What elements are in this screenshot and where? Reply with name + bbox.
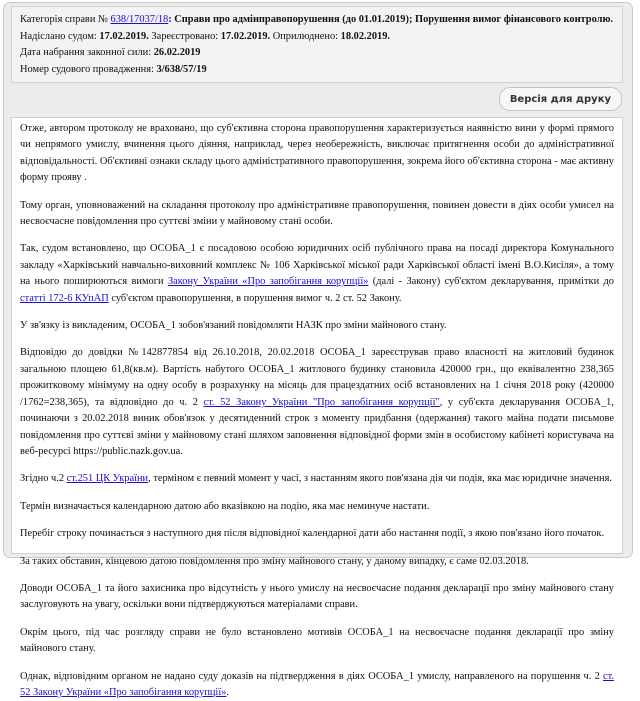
- paragraph: Термін визначається календарною датою або вказівкою на подію, яка має неминуче настати.: [20, 500, 430, 512]
- article-251-civil-code-link[interactable]: ст.251 ЦК України: [66, 473, 149, 485]
- paragraph: [20, 471, 614, 487]
- article-52-law-link[interactable]: ст. 52 Закону України "Про запобігання корупції": [203, 396, 440, 408]
- proceeding-value: 3/638/57/19: [156, 63, 207, 75]
- paragraph-text: Відповідю до довідки №142877854 від 26.10.2018, 20.02.2018 ОСОБА_1 зареєстрував право власності на житловий будинок загальною площею 61,8(кв.м). Вартість набутого ОСОБА_1 житлового будинку становила 420000 грн., що еквівалентно 238,365 прожитковому мінімуму на одну особу в розрахунку на місяць для працездатних осіб встановлених на 1 січня 2018 року (420000 /1762=238,365), та відповідно до ч. 2: [20, 347, 614, 408]
- published-label: Оприлюднено:: [270, 30, 341, 42]
- paragraph: Отже, автором протоколу не враховано, що суб'єктивна сторона правопорушення характеризується наявністю вини у формі прямого чи непрямого умислу, вчинення цього діяння, наприклад, через необережність, виключає притягнення особи до адміністративної відповідальності. Об'єктивні ознаки складу цього адміністративного правопорушення, зокрема його об'єктивна сторона - має активну форму прояву .: [20, 123, 614, 184]
- effective-label: Дата набрання законної сили:: [20, 47, 154, 58]
- paragraph-text: .: [226, 686, 230, 698]
- case-category-row: [20, 12, 614, 29]
- proceeding-number-row: [20, 62, 614, 79]
- anti-corruption-law-link[interactable]: Закону України «Про запобігання корупції»: [167, 276, 369, 288]
- proceeding-label: Номер судового провадження:: [20, 63, 157, 75]
- paragraph: [20, 345, 614, 460]
- paragraph-text: Згідно ч.2: [20, 473, 67, 485]
- category-value: : Справи про адмінправопорушення (до 01.01.2019); Порушення вимог фінансового контролю.: [168, 14, 613, 25]
- paragraph: У зв'язку із викладеним, ОСОБА_1 зобов'язаний повідомляти НАЗК про зміни майнового стану.: [20, 320, 447, 332]
- document-panel: [3, 2, 633, 698]
- effective-date-row: [20, 45, 614, 62]
- case-number-link[interactable]: 638/17037/18: [110, 14, 169, 25]
- effective-value: 26.02.2019: [153, 47, 201, 58]
- paragraph-text: суб'єктом правопорушення, в порушення вимог ч. 2 ст. 52 Закону.: [108, 292, 402, 304]
- paragraph: Окрім цього, під час розгляду справи не було встановлено мотивів ОСОБА_1 на несвоєчасне подання декларації про зміну майнового стану.: [20, 626, 614, 655]
- paragraph: За таких обставин, кінцевою датою повідомлення про зміну майнового стану, у даному випадку, є саме 02.03.2018.: [20, 555, 529, 567]
- paragraph: Тому орган, уповноважений на складання протоколу про адміністративне правопорушення, повинен довести в діях особи умисел на несвоєчасне повідомлення про суттєві зміни у майновому стані особи.: [20, 199, 614, 228]
- sent-value: 17.02.2019.: [99, 30, 149, 42]
- category-label: Категорія справи №: [20, 14, 111, 25]
- dates-row: [20, 29, 614, 46]
- article-172-6-link[interactable]: статті 172-6 КУпАП: [20, 292, 109, 304]
- paragraph-text: , терміном є певний момент у часі, з настанням якого пов'язана дія чи подія, яка має юридичне значення.: [148, 473, 612, 485]
- document-text: [11, 117, 623, 698]
- paragraph: Перебіг строку починається з наступного дня після відповідної календарної дати або настання події, з якою пов'язано його початок.: [20, 528, 605, 540]
- paragraph-text: Так, судом встановлено, що ОСОБА_1 є посадовою особою юридичних осіб публічного права на посаді директора Комунального закладу «Харківський навчально-виховний комплекс № 106 Харківської міської ради Харківської області імені В.О.Кисіля», а тому на нього поширюються вимоги: [20, 243, 614, 288]
- registered-label: Зареєстровано:: [148, 30, 221, 42]
- paragraph-text: (далі - Закону) суб'єктом декларування, примітки до: [368, 276, 614, 288]
- published-value: 18.02.2019.: [340, 30, 391, 42]
- paragraph-text: Однак, відповідним органом не надано суду доказів на підтвердження в діях ОСОБА_1 умислу, направленого на порушення ч. 2: [20, 670, 604, 682]
- registered-value: 17.02.2019.: [220, 30, 271, 42]
- article-52-law-link[interactable]: ст. 52 Закону України «Про запобігання корупції»: [20, 670, 614, 698]
- sent-label: Надіслано судом:: [20, 30, 100, 42]
- print-version-button[interactable]: Версія для друку: [499, 87, 622, 111]
- paragraph: [20, 241, 614, 307]
- paragraph: Доводи ОСОБА_1 та його захисника про відсутність у нього умислу на несвоєчасне подання декларації про зміну майнового стану заслуговують на увагу, оскільки вони підтверджуються матеріалами справи.: [20, 582, 614, 611]
- paragraph: [20, 669, 614, 701]
- case-info-box: [11, 6, 623, 83]
- paragraph-text: , у суб'єкта декларування ОСОБА_1, починаючи з 20.02.2018 виник обов'язок у десятиденний строк з моменту придбання (одержання) такого майна подати письмове повідомлення про суттєві зміни у майновому стані шляхом заповнення відповідної форми змін в особистому кабінеті користувача на веб-ресурсі https://public.nazk.gov.ua.: [20, 396, 614, 457]
